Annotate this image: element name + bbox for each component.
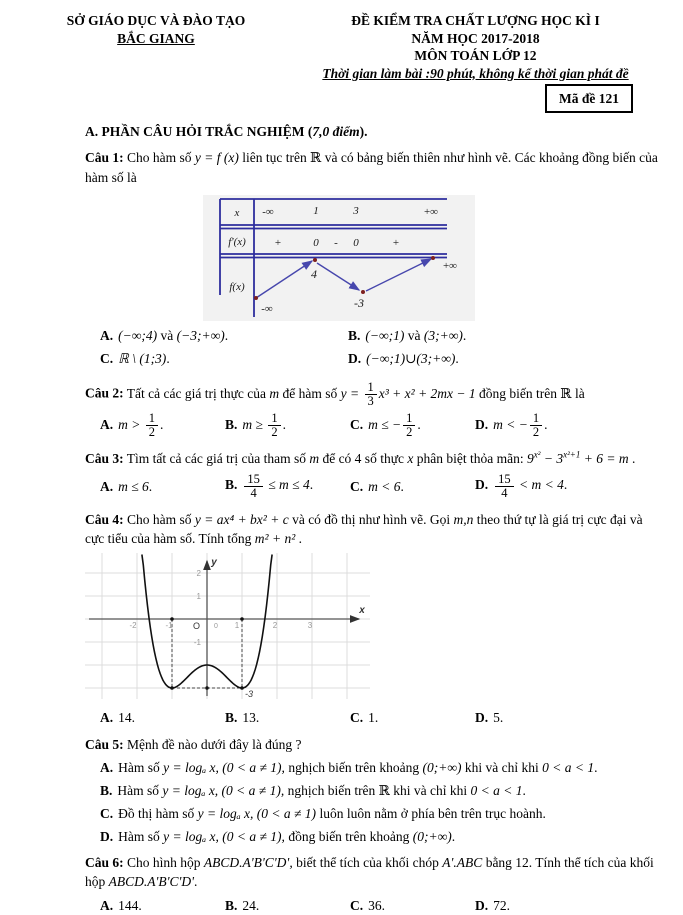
exam-header — [0, 0, 683, 82]
question-4-text: Cho hàm số y = ax⁴ + bx² + c và có đồ thị như hình vẽ. Gọi m,n theo thứ tự là giá trị cực đại và cực tiểu của hàm số. Tính tổng m² + n² . — [85, 511, 643, 547]
question-6-text: Cho hình hộp ABCD.A'B'C'D', biết thể tích của khối chóp A'.ABC bằng 12. Tính thể tích của khối hộp ABCD.A'B'C'D'. — [85, 855, 654, 890]
question-1-text: Cho hàm số y = f (x) liên tục trên ℝ và có bảng biến thiên như hình vẽ. Các khoảng đồng biến của hàm số là — [85, 150, 658, 185]
option-6a: A. 144. — [100, 897, 142, 913]
option-1d: D. (−∞;1)∪(3;+∞). — [348, 350, 459, 366]
variation-table-figure — [203, 195, 475, 321]
question-3 — [85, 449, 661, 499]
subject-title: MÔN TOÁN LỚP 12 — [414, 48, 537, 64]
gr-y-axis-label: y — [211, 557, 217, 569]
quartic-graph — [85, 553, 661, 704]
exam-body — [0, 122, 683, 915]
option-1c: C. ℝ \ (1;3). — [100, 350, 170, 366]
question-3-label: Câu 3: — [85, 451, 124, 467]
gr-min-value-label: -3 — [245, 689, 254, 700]
gr-origin-label: O — [192, 621, 200, 632]
question-3-text: Tìm tất cả các giá trị của tham số m để có 4 số thực x phân biệt thỏa mãn: $9^{x^2} - 3^{x^2+1} + 6 = m$ . — [126, 449, 636, 467]
gr-xtick-m2: -2 — [129, 621, 137, 631]
option-4a: A. 14. — [100, 710, 135, 726]
question-2 — [85, 381, 661, 440]
gr-x-axis-label: x — [359, 605, 365, 617]
option-6c: C. 36. — [350, 897, 385, 913]
question-1-options — [85, 326, 661, 368]
tbl-top-right-limit: +∞ — [442, 259, 458, 272]
header-left-block — [30, 12, 282, 82]
option-2d: D. m < − $\frac{1}{2}$ . — [475, 411, 548, 440]
question-1 — [85, 148, 661, 368]
exam-code-box: Mã đề 121 — [545, 84, 633, 113]
duration-note: Thời gian làm bài :90 phút, không kể thời gian phát đề — [322, 65, 629, 81]
tbl-sign-3: - — [334, 236, 338, 249]
question-5-label: Câu 5: — [85, 736, 124, 752]
question-4 — [85, 510, 661, 728]
tbl-sign-1: + — [274, 236, 282, 249]
option-4c: C. 1. — [350, 710, 379, 726]
gr-xtick-2: 2 — [272, 621, 278, 631]
tbl-bottom-left-limit: -∞ — [261, 302, 273, 315]
tbl-x-pos-inf: +∞ — [423, 205, 439, 218]
option-5d: D. Hàm số y = logₐ x, (0 < a ≠ 1), đồng biến trên khoảng (0;+∞). — [100, 829, 456, 845]
header-right-block — [282, 12, 669, 82]
question-2-label: Câu 2: — [85, 385, 124, 401]
exam-title: ĐỀ KIỂM TRA CHẤT LƯỢNG HỌC KÌ I — [351, 13, 600, 28]
variation-table — [203, 195, 475, 321]
question-2-text: Tất cả các giá trị thực của m để hàm số y = $\frac{1}{3}$ x³ + x² + 2mx − 1 đồng biến trên ℝ là — [126, 379, 585, 409]
option-1a: A. (−∞;4) và (−3;+∞). — [100, 327, 229, 343]
option-4b: B. 13. — [225, 710, 260, 726]
option-6d: D. 72. — [475, 897, 510, 913]
tbl-row-x-label: x — [234, 206, 240, 219]
gr-xtick-m1: -1 — [165, 621, 173, 631]
question-4-options — [85, 708, 661, 727]
option-4d: D. 5. — [475, 710, 504, 726]
department-name: SỞ GIÁO DỤC VÀ ĐÀO TẠO — [66, 13, 246, 28]
school-year: NĂM HỌC 2017-2018 — [411, 30, 540, 46]
tbl-sign-2: 0 — [313, 236, 319, 249]
question-3-options — [85, 473, 661, 500]
option-6b: B. 24. — [225, 897, 260, 913]
tbl-row-fprime-label: f'(x) — [228, 235, 246, 248]
question-1-label: Câu 1: — [85, 150, 124, 166]
option-2a: A. m > $\frac{1}{2}$ . — [100, 411, 164, 440]
gr-ytick-1: 1 — [196, 592, 201, 602]
option-1b: B. (−∞;1) và (3;+∞). — [348, 327, 467, 343]
gr-xtick-3: 3 — [307, 621, 313, 631]
question-4-label: Câu 4: — [85, 511, 124, 527]
option-5c: C. Đồ thị hàm số y = logₐ x, (0 < a ≠ 1) luôn luôn nằm ở phía bên trên trục hoành. — [100, 805, 546, 821]
question-2-options — [85, 412, 661, 439]
question-6 — [85, 853, 661, 914]
tbl-max-value: 4 — [311, 266, 317, 281]
tbl-x-1: 1 — [313, 204, 319, 217]
tbl-min-value: -3 — [354, 295, 364, 310]
option-3a: A. m ≤ 6. — [100, 478, 153, 494]
gr-ytick-2: 2 — [196, 569, 201, 579]
tbl-x-3: 3 — [353, 204, 359, 217]
gr-xtick-1: 1 — [234, 621, 240, 631]
option-2c: C. m ≤ − $\frac{1}{2}$ . — [350, 411, 421, 440]
tbl-sign-4: 0 — [353, 236, 359, 249]
question-5 — [85, 735, 661, 847]
question-5-text: Mệnh đề nào dưới đây là đúng ? — [127, 736, 302, 752]
tbl-x-neg-inf: -∞ — [262, 205, 274, 218]
question-6-label: Câu 6: — [85, 855, 124, 871]
option-5b: B. Hàm số y = logₐ x, (0 < a ≠ 1), nghịch biến trên ℝ khi và chỉ khi 0 < a < 1. — [100, 782, 526, 798]
gr-ytick-m1: -1 — [193, 638, 201, 648]
tbl-row-f-label: f(x) — [229, 280, 245, 293]
option-3c: C. m < 6. — [350, 478, 404, 494]
option-3b: B. $\frac{15}{4}$ ≤ m ≤ 4. — [225, 471, 314, 500]
gr-zero-label: 0 — [214, 623, 218, 631]
option-3d: D. $\frac{15}{4}$ < m < 4. — [475, 471, 568, 500]
province-name: BẮC GIANG — [117, 30, 195, 46]
quartic-graph-figure — [85, 553, 370, 699]
tbl-sign-5: + — [392, 236, 400, 249]
option-2b: B. m ≥ $\frac{1}{2}$ . — [225, 411, 286, 440]
option-5a: A. Hàm số y = logₐ x, (0 < a ≠ 1), nghịch biến trên khoảng (0;+∞) khi và chỉ khi 0 < a < 1. — [100, 759, 598, 775]
question-6-options — [85, 896, 661, 915]
section-a-title: A. PHẦN CÂU HỎI TRẮC NGHIỆM (7,0 điểm). — [85, 124, 368, 140]
